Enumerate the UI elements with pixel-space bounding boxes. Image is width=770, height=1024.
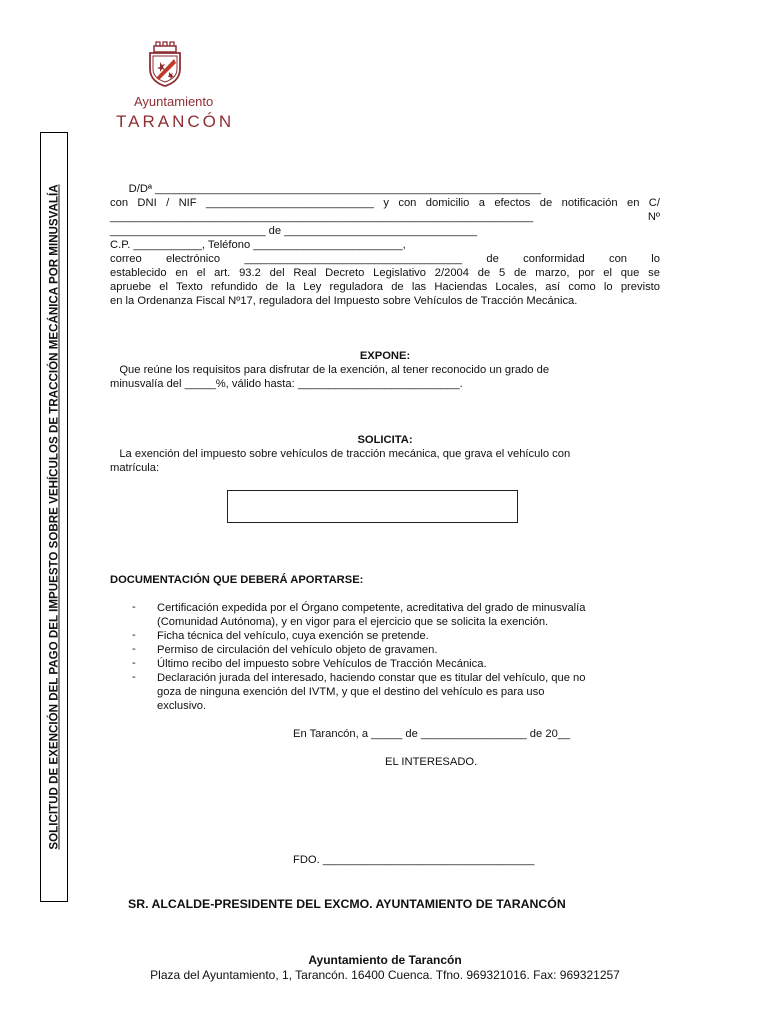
list-item-cont: goza de ninguna exención del IVTM, y que el destino del vehículo es para uso: [157, 686, 545, 698]
list-item: Permiso de circulación del vehículo objeto de gravamen.: [157, 644, 438, 656]
list-marker: -: [132, 671, 136, 683]
list-item-cont: exclusivo.: [157, 700, 207, 712]
date-line: En Tarancón, a _____ de _________________ de 20__: [293, 728, 571, 740]
list-item: Declaración jurada del interesado, haciendo constar que es titular del vehículo, que no: [157, 672, 586, 684]
intro-line: establecido en el art. 93.2 del Real Decreto Legislativo 2/2004 de 5 de marzo, por el que se: [110, 267, 660, 279]
intro-line: correo electrónico ___________________________________ de conformidad con lo: [110, 253, 660, 265]
list-marker: -: [132, 657, 136, 669]
document-title-vertical: SOLICITUD DE EXENCIÓN DEL PAGO DEL IMPUESTO SOBRE VEHÍCULOS DE TRACCIÓN MECÁNICA POR MINUSVALÍA: [47, 184, 61, 850]
solicita-heading: SOLICITA:: [357, 434, 413, 446]
org-name-line1: Ayuntamiento: [134, 94, 214, 109]
intro-line: con DNI / NIF ___________________________ y con domicilio a efectos de notificación en C/: [110, 197, 660, 209]
coat-of-arms-logo: [140, 40, 190, 91]
list-marker: -: [132, 601, 136, 613]
expone-line: minusvalía del _____%, válido hasta: __________________________.: [110, 378, 463, 390]
footer-address: Plaza del Ayuntamiento, 1, Tarancón. 16400 Cuenca. Tfno. 969321016. Fax: 969321257: [150, 968, 620, 982]
list-item: Último recibo del impuesto sobre Vehículos de Tracción Mecánica.: [157, 658, 487, 670]
list-marker: -: [132, 643, 136, 655]
intro-line: _________________________ de _______________________________: [110, 225, 478, 237]
intro-line: D/Dª ______________________________________________________________: [110, 183, 541, 195]
org-name-line2: TARANCÓN: [116, 112, 235, 131]
list-item-cont: (Comunidad Autónoma), y en vigor para el ejercicio que se solicita la exención.: [157, 616, 549, 628]
recipient-line: SR. ALCALDE-PRESIDENTE DEL EXCMO. AYUNTAMIENTO DE TARANCÓN: [128, 897, 566, 911]
intro-line: ____________________________________________________________________ Nº: [110, 211, 660, 223]
matricula-input-box[interactable]: [227, 490, 518, 523]
signature-line: FDO. __________________________________: [293, 854, 535, 866]
intro-line: apruebe el Texto refundido de la Ley reguladora de las Haciendas Locales, así como lo previsto: [110, 281, 660, 293]
solicita-line: La exención del impuesto sobre vehículos de tracción mecánica, que grava el vehículo con: [110, 448, 571, 460]
side-title-box: [40, 132, 68, 902]
documentacion-heading: DOCUMENTACIÓN QUE DEBERÁ APORTARSE:: [110, 574, 364, 586]
intro-line: C.P. ___________, Teléfono ________________________,: [110, 239, 406, 251]
list-item: Certificación expedida por el Órgano competente, acreditativa del grado de minusvalía: [157, 602, 586, 614]
list-item: Ficha técnica del vehículo, cuya exención se pretende.: [157, 630, 429, 642]
intro-line: en la Ordenanza Fiscal Nº17, reguladora del Impuesto sobre Vehículos de Tracción Mecánica.: [110, 295, 578, 307]
list-marker: -: [132, 629, 136, 641]
solicita-line: matrícula:: [110, 462, 160, 474]
expone-line: Que reúne los requisitos para disfrutar de la exención, al tener reconocido un grado de: [110, 364, 550, 376]
interesado-label: EL INTERESADO.: [385, 756, 478, 768]
footer-org-name: Ayuntamiento de Tarancón: [308, 953, 462, 967]
expone-heading: EXPONE:: [359, 350, 411, 362]
